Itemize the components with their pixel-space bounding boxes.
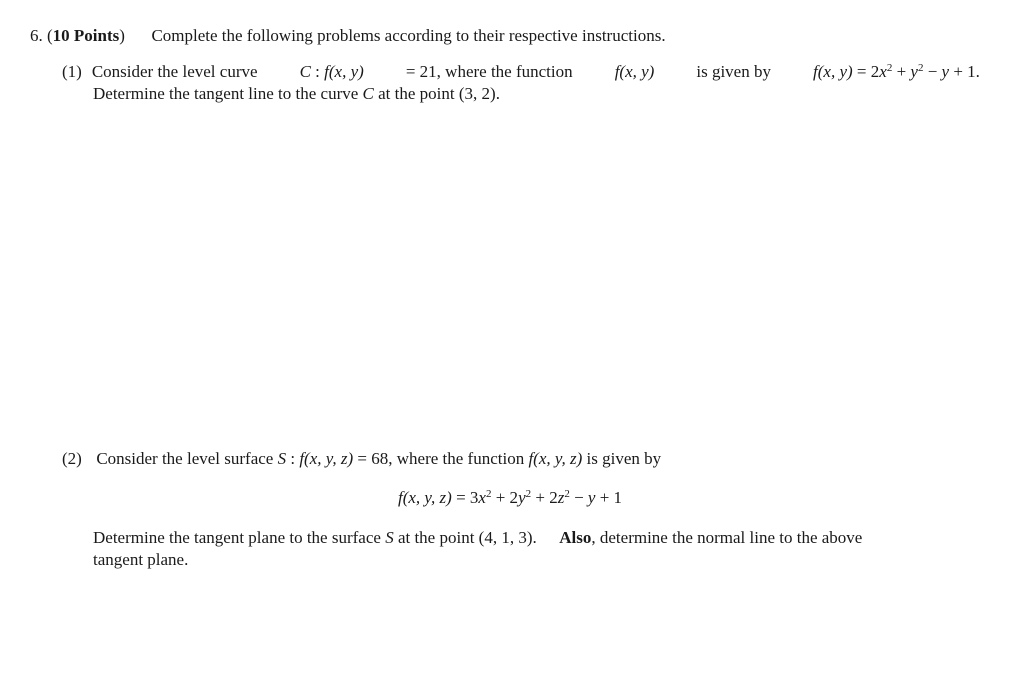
problem-header bbox=[30, 26, 666, 46]
part1-line2: Determine the tangent line to the curve C at the point (3, 2). bbox=[93, 84, 500, 103]
part1-label: (1) bbox=[62, 62, 82, 81]
problem-points: (10 Points) bbox=[47, 26, 125, 45]
part2-line4: tangent plane. bbox=[93, 550, 189, 569]
part2-line3: Determine the tangent plane to the surface S at the point (4, 1, 3). Also, determine the normal line to the above bbox=[93, 528, 863, 547]
part2-equation: f(x, y, $z) = 3x^2 + 2y^2 + 2z^2 - y + 1$ bbox=[398, 488, 623, 507]
also-emphasis: Also bbox=[559, 528, 592, 547]
problem-number: 6. bbox=[30, 26, 43, 45]
part2-line1: (2) Consider the level surface S : f(x, y, z) = 68, where the function f(x, y, z) is given by bbox=[62, 449, 662, 468]
part1-line1: (1) Consider the level curve C : f(x, y) = 21, where the function f(x, y) is given by f(x, $y) = 2x^2 + y^2 - y + 1$. bbox=[62, 62, 980, 81]
part2-label: (2) bbox=[62, 449, 82, 468]
problem-instruction: Complete the following problems according to their respective instructions. bbox=[151, 26, 666, 45]
